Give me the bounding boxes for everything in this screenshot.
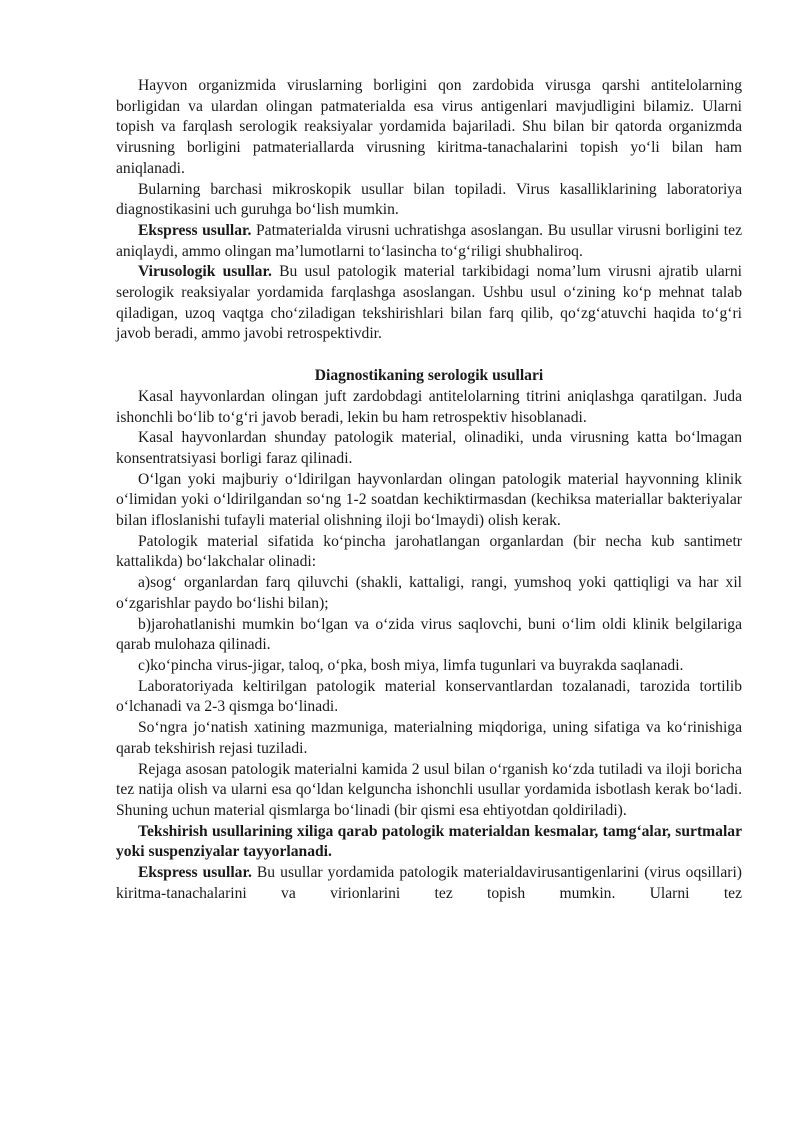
paragraph: Laboratoriyada keltirilgan patologik material konservantlardan tozalanadi, tarozida tortilib o‘lchanadi va 2-3 qismga bo‘linadi.	[116, 677, 742, 716]
paragraph: Patologik material sifatida ko‘pincha jarohatlangan organlardan (bir necha kub santimetr kattalikda) bo‘lakchalar olinadi:	[116, 532, 742, 571]
document-page	[116, 76, 742, 904]
list-item-c: c)ko‘pincha virus-jigar, taloq, o‘pka, bosh miya, limfa tugunlari va buyrakda saqlanadi.	[138, 656, 684, 674]
bold-paragraph: Tekshirish usullarining xiliga qarab patologik materialdan kesmalar, tamg‘alar, surtmalar yoki suspenziyalar tayyorlanadi.	[116, 822, 742, 861]
paragraph: Kasal hayvonlardan shunday patologik material, olinadiki, unda virusning katta bo‘lmagan konsentratsiyasi borligi faraz qilinadi.	[116, 429, 742, 467]
paragraph-body: Bu usullar yordamida patologik materialdavirusantigenlarini (virus oqsillari) kiritma-tanachalarini va virionlarini tez topish mumkin. Ularni tez	[116, 864, 742, 902]
paragraph-lead: Ekspress usullar.	[138, 221, 252, 239]
paragraph: Kasal hayvonlardan olingan juft zardobdagi antitelolarning titrini aniqlashga qaratilgan. Juda ishonchli bo‘lib to‘g‘ri javob beradi, lekin bu ham retrospektiv hisoblanadi.	[116, 387, 742, 426]
paragraph-lead: Virusologik usullar.	[138, 263, 272, 281]
list-item-a: a)sog‘ organlardan farq qiluvchi (shakli, kattaligi, rangi, yumshoq yoki qattiqligi va har xil o‘zgarishlar paydo bo‘lishi bilan);	[116, 574, 742, 612]
paragraph: Rejaga asosan patologik materialni kamida 2 usul bilan o‘rganish ko‘zda tutiladi va iloji boricha tez natija olish va ularni esa qo‘ldan kelguncha ishonchli usullar yordamida isbotlash kerak bo‘ladi. Shuning uchun material qismlarga bo‘linadi (bir qismi esa ehtiyotdan qoldiriladi).	[116, 760, 742, 819]
section-heading: Diagnostikaning serologik usullari	[314, 367, 544, 385]
paragraph-body: Patmaterialda virusni uchratishga asoslangan. Bu usullar virusni borligini tez aniqlaydi, ammo olingan ma’lumotlarni to‘lasincha to‘g‘riligi shubhaliroq.	[116, 221, 742, 260]
paragraph: O‘lgan yoki majburiy o‘ldirilgan hayvonlardan olingan patologik material hayvonning klinik o‘limidan yoki o‘ldirilgandan so‘ng 1-2 soatdan kechiktirmasdan (kechiksa materiallar bakteriyalar bilan ifloslanishi tufayli material olishning iloji bo‘lmaydi) olish kerak.	[116, 470, 742, 530]
paragraph: Hayvon organizmida viruslarning borligini qon zardobida virusga qarshi antitelolarning borligidan va ulardan olingan patmaterialda esa virus antigenlari mavjudligini bilamiz. Ularni topish va farqlash serologik reaksiyalar yordamida bajariladi. Shu bilan bir qatorda organizmda virusning borligini patmateriallarda virusning kiritma-tanachalarini topish yo‘li bilan ham aniqlanadi.	[116, 77, 742, 177]
paragraph	[116, 863, 742, 904]
list-item-b: b)jarohatlanishi mumkin bo‘lgan va o‘zida virus saqlovchi, buni o‘lim oldi klinik belgilariga qarab mulohaza qilinadi.	[116, 615, 742, 654]
paragraph: So‘ngra jo‘natish xatining mazmuniga, materialning miqdoriga, uning sifatiga va ko‘rinishiga qarab tekshirish rejasi tuziladi.	[116, 719, 742, 757]
paragraph-lead: Ekspress usullar.	[138, 864, 252, 882]
paragraph-body: Bu usul patologik material tarkibidagi noma’lum virusni ajratib ularni serologik reaksiyalar yordamida farqlashga asoslangan. Ushbu usul o‘zining ko‘p mehnat talab qiladigan, uzoq vaqtga cho‘ziladigan tekshirishlari bilan farq qilib, qo‘zg‘atuvchi haqida to‘g‘ri javob beradi, ammo javobi retrospektivdir.	[116, 263, 742, 343]
paragraph	[116, 221, 742, 262]
paragraph: Bularning barchasi mikroskopik usullar bilan topiladi. Virus kasalliklarining laboratoriya diagnostikasini uch guruhga bo‘lish mumkin.	[116, 180, 742, 219]
paragraph	[116, 262, 742, 345]
